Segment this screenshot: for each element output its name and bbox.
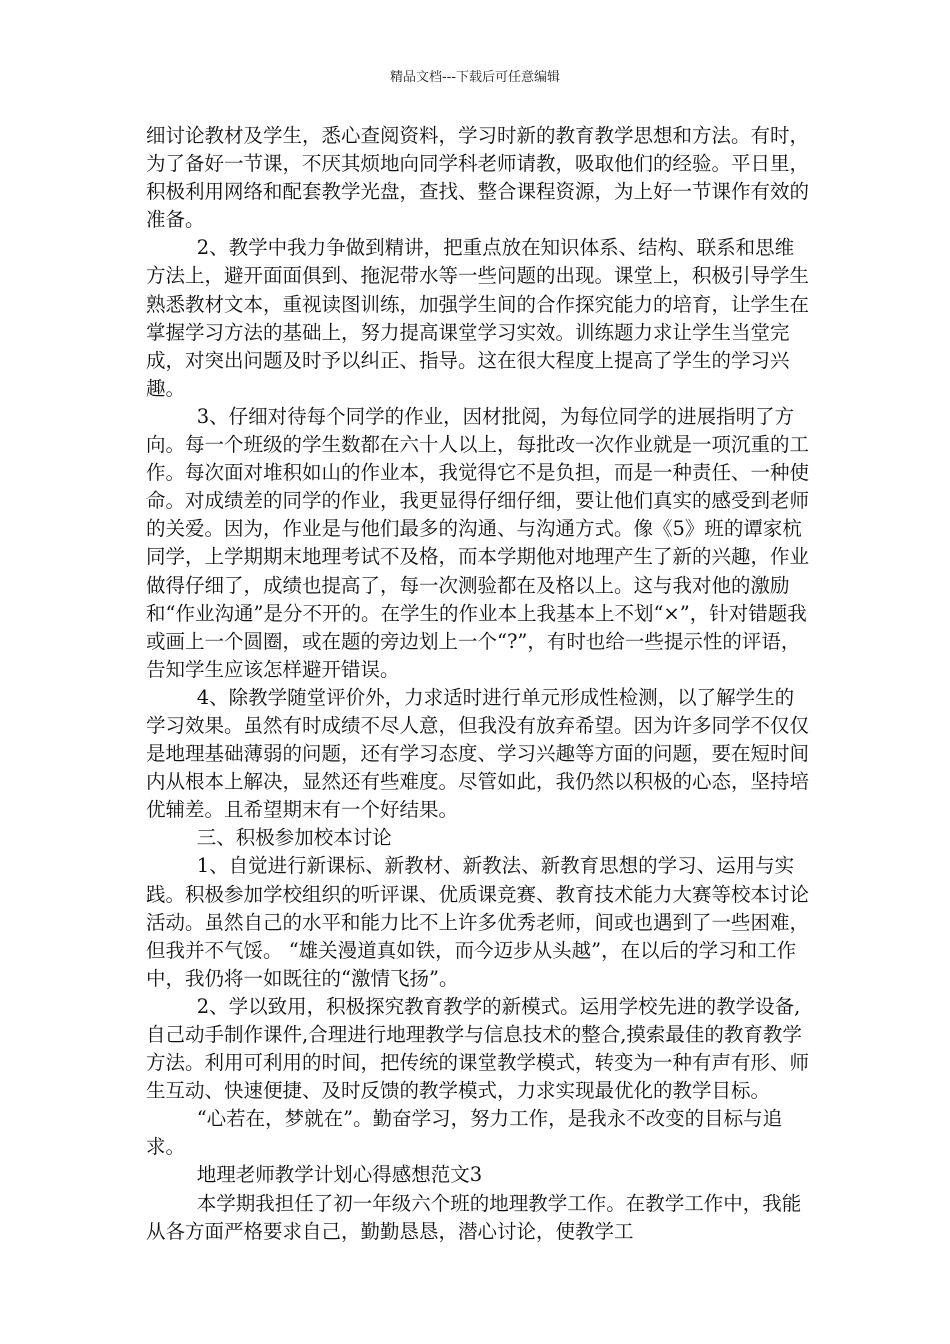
section-heading: 三、积极参加校本讨论 [196, 826, 392, 850]
paragraph-intro: 本学期我担任了初一年级六个班的地理教学工作。在教学工作中，我能从各方面严格要求自己，勤勤恳恳，潜心讨论，使教学工 [146, 1191, 802, 1243]
paragraph-closing-quote: “心若在，梦就在”。勤奋学习，努力工作，是我永不改变的目标与追求。 [146, 1107, 783, 1159]
article-title: 地理老师教学计划心得感想范文3 [196, 1163, 483, 1187]
paragraph-section-item-1: 1、自觉进行新课标、新教材、新教法、新教育思想的学习、运用与实践。积极参加学校组织的听评课、优质课竞赛、教育技术能力大赛等校本讨论活动。虽然自己的水平和能力比不上许多优秀老师，间或也遇到了一些困难，但我并不气馁。 “雄关漫道真如铁，而今迈步从头越”，在以后的学习和工作中，我仍将一如既往的“激情飞扬”。 [146, 854, 810, 990]
paragraph-section-item-2: 2、学以致用，积极探究教育教学的新模式。运用学校先进的教学设备,自己动手制作课件,合理进行地理教学与信息技术的整合,摸索最佳的教育教学方法。利用可利用的时间，把传统的课堂教学模式，转变为一种有声有形、师生互动、快速便捷、及时反馈的教学模式，力求实现最优化的教学目标。 [146, 994, 810, 1103]
paragraph-item-2: 2、教学中我力争做到精讲，把重点放在知识体系、结构、联系和思维方法上，避开面面俱到、拖泥带水等一些问题的出现。课堂上，积极引导学生熟悉教材文本，重视读图训练，加强学生间的合作探究能力的培育，让学生在掌握学习方法的基础上，努力提高课堂学习实效。训练题力求让学生当堂完成，对突出问题及时予以纠正、指导。这在很大程度上提高了学生的学习兴趣。 [146, 236, 810, 400]
paragraph-continued: 细讨论教材及学生，悉心查阅资料，学习时新的教育教学思想和方法。有时，为了备好一节课，不厌其烦地向同学科老师请教，吸取他们的经验。平日里，积极利用网络和配套教学光盘，查找、整合课程资源，为上好一节课作有效的准备。 [146, 124, 810, 232]
paragraph-item-3: 3、仔细对待每个同学的作业，因材批阅，为每位同学的进展指明了方向。每一个班级的学生数都在六十人以上，每批改一次作业就是一项沉重的工作。每次面对堆积如山的作业本，我觉得它不是负担，而是一种责任、一种使命。对成绩差的同学的作业，我更显得仔细仔细，要让他们真实的感受到老师的关爱。因为，作业是与他们最多的沟通、与沟通方式。像《5》班的谭家杭同学，上学期期末地理考试不及格，而本学期他对地理产生了新的兴趣，作业做得仔细了，成绩也提高了，每一次测验都在及格以上。这与我对他的激励和“作业沟通”是分不开的。在学生的作业本上我基本上不划“×”，针对错题我或画上一个圆圈，或在题的旁边划上一个“?”，有时也给一些提示性的评语，告知学生应该怎样避开错误。 [146, 404, 810, 681]
paragraph-item-4: 4、除教学随堂评价外，力求适时进行单元形成性检测，以了解学生的学习效果。虽然有时成绩不尽人意，但我没有放弃希望。因为许多同学不仅仅是地理基础薄弱的问题，还有学习态度、学习兴趣等方面的问题，要在短时间内从根本上解决，显然还有些难度。尽管如此，我仍然以积极的心态，坚持培优辅差。且希望期末有一个好结果。 [146, 685, 810, 822]
page-header: 精品文档---下载后可任意编辑 [389, 70, 561, 85]
document-body [146, 122, 811, 1246]
